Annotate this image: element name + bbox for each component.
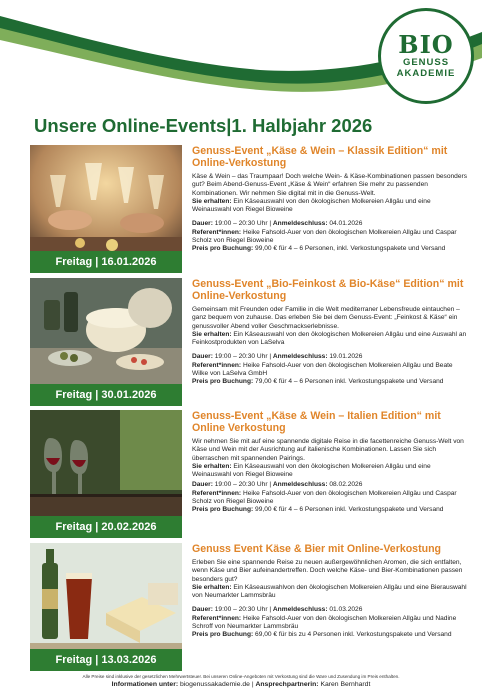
event-1-description — [192, 173, 470, 214]
event-2-description — [192, 306, 470, 347]
event-3-deadline-label: Anmeldeschluss: — [272, 481, 328, 489]
event-4-speakers: Heike Fahsold-Auer von den ökologischen Molkereien Allgäu und Nadine Schroff von Neumarkter Lammsbräu — [192, 614, 457, 631]
event-1-description-text: Käse & Wein – das Traumpaar! Doch welche Wein- & Käse-Kombinationen passen besonders gut? Beim Abend-Genuss-Event „Käse & Wein“ erfahren Sie mehr zu passenden Kombinationen. Wir nehmen Sie digital mit in die Genuss-Welt. — [192, 173, 468, 197]
event-4-details: Dauer: 19:00 – 20:30 Uhr | Anmeldeschluss: 01.03.2026 Referent*innen: Heike Fahsold-Auer von den ökologischen Molkereien Allgäu und Nadine Schroff von Neumarkter Lammsbräu Preis pro Buchung: 69,00 € für bis zu 4 Personen inkl. Verkostungspakete und Versand — [192, 606, 457, 639]
event-2-details: Dauer: 19:00 – 20:30 Uhr | Anmeldeschluss: 19.01.2026 Referent*innen: Heike Fahsold-Auer von den ökologischen Molkereien Allgäu und Beate Wilke von LaSelva GmbH Preis pro Buchung: 79,00 € für 4 – 6 Personen inkl. Verkostungspakete und Versand — [192, 353, 453, 386]
event-card-2 — [30, 278, 470, 406]
event-1-deadline: 04.01.2026 — [329, 220, 363, 228]
event-1-price-label: Preis pro Buchung: — [192, 245, 254, 253]
header-banner — [0, 0, 482, 110]
event-card-4 — [30, 543, 470, 671]
event-1-receive-label: Sie erhalten: — [192, 197, 232, 205]
footer-disclaimer: Alle Preise sind inklusive der gesetzlichen Mehrwertsteuer. Bei unseren Online-Angeboten mit Verkostung sind die Ware und Zusendung im Preis enthalten. — [82, 674, 400, 679]
event-1-time: 19:00 – 20:30 Uhr — [214, 220, 268, 228]
event-4-speakers-label: Referent*innen: — [192, 614, 242, 622]
event-2-price: 79,00 € für 4 – 6 Personen inkl. Verkostungspakete und Versand — [255, 378, 444, 386]
event-2-time: 19:00 – 20:30 Uhr — [214, 353, 268, 361]
event-1-photo — [30, 145, 182, 273]
event-1-price: 99,00 € für 4 – 6 Personen, inkl. Verkostungspakete und Versand — [255, 245, 446, 253]
event-4-receive-text: Ein Käseauswahlvon den ökologischen Molkereien Allgäu und eine Bierauswahl von Neumarkter Lammsbräu — [192, 583, 467, 600]
event-card-1 — [30, 145, 470, 273]
event-1-deadline-label: Anmeldeschluss: — [272, 220, 328, 228]
event-3-speakers-label: Referent*innen: — [192, 489, 242, 497]
footer-contact-line: Informationen unter: biogenussakademie.de | Ansprechpartnerin: Karen Bernhardt — [111, 681, 371, 688]
event-2-receive-text: Ein Käseauswahl von den ökologischen Molkereien Allgäu und eine Auswahl an Feinkostprodukten von LaSelva — [192, 330, 467, 347]
event-4-content — [192, 543, 470, 640]
event-4-price-label: Preis pro Buchung: — [192, 631, 254, 639]
event-3-description-text: Wir nehmen Sie mit auf eine spannende digitale Reise in die facettenreiche Genuss-Welt von Käse und Wein mit der Ausrichtung auf italienische Kombinationen. Lassen Sie sich überraschen mit spannenden Pairings. — [192, 438, 464, 462]
event-2-title: Genuss-Event „Bio-Feinkost & Bio-Käse“ Edition“ mit Online-Verkostung — [192, 278, 464, 302]
event-2-receive-label: Sie erhalten: — [192, 330, 232, 338]
event-4-time-label: Dauer: — [192, 606, 213, 614]
event-3-deadline: 08.02.2026 — [329, 481, 363, 489]
event-3-time: 19:00 – 20:30 Uhr — [214, 481, 268, 489]
event-1-receive-text: Ein Käseauswahl von den ökologischen Molkereien Allgäu und eine Weinauswahl von Riegel Bioweine — [192, 197, 431, 214]
event-3-speakers: Heike Fahsold-Auer von den ökologischen Molkereien Allgäu und Caspar Scholz von Riegel Bioweine — [192, 489, 457, 506]
event-2-deadline: 19.01.2026 — [329, 353, 363, 361]
event-3-receive-text: Ein Käseauswahl von den ökologischen Molkereien Allgäu und eine Weinauswahl von Riegel Bioweine — [192, 462, 431, 479]
event-3-description — [192, 438, 470, 479]
event-3-date-badge: Freitag | 20.02.2026 — [30, 516, 182, 538]
event-3-price-label: Preis pro Buchung: — [192, 506, 254, 514]
event-2-deadline-label: Anmeldeschluss: — [272, 353, 328, 361]
event-2-price-label: Preis pro Buchung: — [192, 378, 254, 386]
event-4-title: Genuss Event Käse & Bier mit Online-Verkostung — [192, 543, 442, 555]
event-1-title: Genuss-Event „Käse & Wein – Klassik Edition“ mit Online-Verkostung — [192, 145, 448, 169]
event-3-time-label: Dauer: — [192, 481, 213, 489]
event-2-speakers: Heike Fahsold-Auer von den ökologischen Molkereien Allgäu und Beate Wilke von LaSelva GmbH — [192, 361, 453, 378]
event-2-date-badge: Freitag | 30.01.2026 — [30, 384, 182, 406]
logo-bio-text: BIO — [398, 30, 454, 59]
event-1-speakers: Heike Fahsold-Auer von den ökologischen Molkereien Allgäu und Caspar Scholz von Riegel Bioweine — [192, 228, 457, 245]
event-3-photo — [30, 410, 182, 538]
event-4-description — [192, 559, 470, 600]
event-4-description-text: Erleben Sie eine spannende Reise zu neuen außergewöhnlichen Aromen, die sich entfalten, wenn Käse und Bier aufeinandertreffen. Doch welche Käse- und Bier-Kombinationen passen besonders gut? — [192, 559, 463, 583]
logo-line1-text: GENUSS — [402, 57, 450, 68]
footer-info-label: Informationen unter: — [111, 681, 179, 688]
event-card-3 — [30, 410, 470, 538]
footer-contact-label: Ansprechpartnerin: — [255, 681, 319, 688]
event-4-deadline-label: Anmeldeschluss: — [272, 606, 328, 614]
event-3-receive-label: Sie erhalten: — [192, 462, 232, 470]
event-3-details: Dauer: 19:00 – 20:30 Uhr | Anmeldeschluss: 08.02.2026 Referent*innen: Heike Fahsold-Auer von den ökologischen Molkereien Allgäu und Caspar Scholz von Riegel Bioweine Preis pro Buchung: 99,00 € für 4 – 6 Personen inkl. Verkostungspakete und Versand — [192, 481, 457, 514]
footer-website-link[interactable]: biogenussakademie.de — [180, 681, 250, 688]
event-3-content — [192, 410, 470, 515]
footer-contact-name: Karen Bernhardt — [320, 681, 371, 688]
bio-genuss-akademie-logo[interactable] — [378, 8, 474, 104]
event-1-speakers-label: Referent*innen: — [192, 228, 242, 236]
event-2-speakers-label: Referent*innen: — [192, 361, 242, 369]
event-2-photo — [30, 278, 182, 406]
event-1-date-badge: Freitag | 16.01.2026 — [30, 251, 182, 273]
event-4-receive-label: Sie erhalten: — [192, 583, 232, 591]
event-4-date-badge: Freitag | 13.03.2026 — [30, 649, 182, 671]
event-2-time-label: Dauer: — [192, 353, 213, 361]
event-1-details: Dauer: 19:00 – 20:30 Uhr | Anmeldeschluss: 04.01.2026 Referent*innen: Heike Fahsold-Auer von den ökologischen Molkereien Allgäu und Caspar Scholz von Riegel Bioweine Preis pro Buchung: 99,00 € für 4 – 6 Personen, inkl. Verkostungspakete und Versand — [192, 220, 457, 253]
event-4-photo — [30, 543, 182, 671]
page-title: Unsere Online-Events|1. Halbjahr 2026 — [34, 115, 373, 136]
event-4-time: 19:00 – 20:30 Uhr — [214, 606, 268, 614]
event-3-price: 99,00 € für 4 – 6 Personen inkl. Verkostungspakete und Versand — [255, 506, 444, 514]
event-1-time-label: Dauer: — [192, 220, 213, 228]
event-2-description-text: Gemeinsam mit Freunden oder Familie in die Welt mediterraner Lebensfreude eintauchen – ganz bequem von zuhause. Das erleben Sie bei dem Genuss-Event: „Feinkost & Käse“ ein genussvoller Abend voller Geschmackserlebnisse. — [192, 306, 460, 330]
event-1-content — [192, 145, 470, 254]
logo-line2-text: AKADEMIE — [396, 68, 456, 79]
footer — [0, 674, 482, 689]
event-2-content — [192, 278, 470, 387]
event-4-price: 69,00 € für bis zu 4 Personen inkl. Verkostungspakete und Versand — [255, 631, 452, 639]
event-4-deadline: 01.03.2026 — [329, 606, 363, 614]
event-3-title: Genuss-Event „Käse & Wein – Italien Edition“ mit Online Verkostung — [192, 410, 441, 434]
